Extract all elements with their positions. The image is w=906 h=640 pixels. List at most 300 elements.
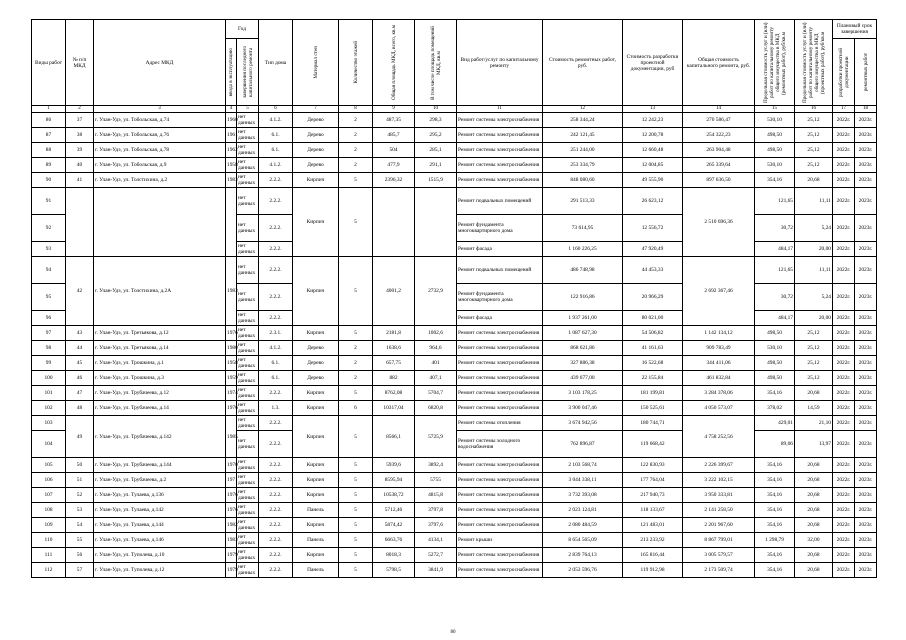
cell-vid-num: 88 [32, 143, 66, 158]
cell-year-repair: нет данных [237, 371, 259, 386]
cell-total-area: 8595,94 [373, 473, 415, 488]
cell-limit-repair: 530,10 [755, 158, 795, 173]
cell-total-area: 8018,3 [373, 548, 415, 563]
header-vidrab: Вид работ/услуг по капитальному ремонту [457, 20, 543, 106]
cell-mkd-num: 57 [66, 563, 94, 578]
cell-design-cost: 12 242,23 [623, 113, 683, 128]
cell-premises-area: 401 [415, 356, 457, 371]
cell-work-cost: 8 654 565,09 [543, 533, 623, 548]
cell-year-repair: нет данных [237, 473, 259, 488]
cell-limit-design: 25,12 [795, 341, 833, 356]
cell-limit-design: 20,68 [795, 503, 833, 518]
cell-total-cost: 3 005 579,57 [683, 548, 755, 563]
header-pred1: Предельная стоимость услуг и (или) работ по капитальному ремонту общего имущества в МКД (ремонтных работ), руб/кв.м [755, 20, 795, 106]
cell-house-type: 2.2.2. [259, 503, 293, 518]
cell-vid-num: 100 [32, 371, 66, 386]
cell-limit-design: 32,00 [795, 533, 833, 548]
cell-premises-area: 5725,9 [415, 416, 457, 458]
cell-floors: 6 [339, 401, 373, 416]
cell-work-type: Ремонт системы электроснабжения [457, 341, 543, 356]
cell-premises-area: 291,1 [415, 158, 457, 173]
cell-year-repair: нет данных [237, 356, 259, 371]
cell-limit-repair: 484,17 [755, 242, 795, 257]
cell-house-type: 2.2.2. [259, 386, 293, 401]
cell-year-built: 1976 [226, 503, 237, 518]
cell-mkd-num: 44 [66, 341, 94, 356]
cell-date-repair: 2023г. [855, 548, 877, 563]
cell-work-cost: 486 748,98 [543, 257, 623, 284]
cell-address: г. Улан-Удэ, ул. Тобольская, д.9 [94, 158, 226, 173]
cell-date-repair: 2023г. [855, 257, 877, 284]
cell-date-design: 2022г. [833, 518, 855, 533]
cell-total-cost: 3 222 102,15 [683, 473, 755, 488]
cell-work-cost: 122 916,86 [543, 284, 623, 311]
cell-mkd-num: 55 [66, 533, 94, 548]
cell-limit-repair: 354,16 [755, 386, 795, 401]
cell-address: г. Улан-Удэ, ул. Трубачеева, д.14 [94, 401, 226, 416]
cell-design-cost: 121 483,01 [623, 518, 683, 533]
cell-address: г. Улан-Удэ, ул. Тобольская, д.78 [94, 143, 226, 158]
cell-mkd-num: 47 [66, 386, 94, 401]
cell-premises-area: 407,1 [415, 371, 457, 386]
cell-work-type: Ремонт системы электроснабжения [457, 518, 543, 533]
cell-house-type: 2.2.2. [259, 488, 293, 503]
cell-date-design: 2022г. [833, 386, 855, 401]
cell-work-type: Ремонт системы электроснабжения [457, 158, 543, 173]
cell-colnum: 12 [543, 106, 623, 113]
cell-house-type: 6.1. [259, 128, 293, 143]
cell-limit-repair: 354,16 [755, 488, 795, 503]
cell-design-cost: 217 940,73 [623, 488, 683, 503]
cell-year-built [226, 188, 237, 257]
cell-wall-material: Дерево [293, 356, 339, 371]
cell-address: г. Улан-Удэ, ул. Третьякова, д.14 [94, 341, 226, 356]
table-row [32, 458, 877, 473]
cell-vid-num: 91 [32, 188, 66, 215]
cell-address: г. Улан-Удэ, ул. Трубачеева, д.2 [94, 473, 226, 488]
cell-date-design: 2022г. [833, 173, 855, 188]
cell-total-area: 4001,2 [373, 257, 415, 326]
cell-colnum: 16 [795, 106, 833, 113]
cell-limit-design: 20,68 [795, 518, 833, 533]
cell-design-cost: 119 912,98 [623, 563, 683, 578]
cell-premises-area: 298,3 [415, 113, 457, 128]
cell-limit-design: 25,12 [795, 143, 833, 158]
cell-year-built: 1970 [226, 458, 237, 473]
cell-year-built: 1959 [226, 371, 237, 386]
cell-limit-repair: 484,17 [755, 311, 795, 326]
cell-design-cost: 122 830,93 [623, 458, 683, 473]
cell-wall-material: Дерево [293, 158, 339, 173]
cell-work-type: Ремонт системы электроснабжения [457, 173, 543, 188]
cell-limit-design: 25,12 [795, 326, 833, 341]
table-row [32, 503, 877, 518]
table-header [32, 20, 877, 113]
cell-premises-area: 4134,1 [415, 533, 457, 548]
cell-wall-material: Дерево [293, 113, 339, 128]
cell-year-built: 1979 [226, 548, 237, 563]
cell-date-repair: 2023г. [855, 401, 877, 416]
cell-wall-material: Дерево [293, 341, 339, 356]
cell-mkd-num [66, 188, 94, 257]
cell-floors: 2 [339, 113, 373, 128]
cell-year-built: 1958 [226, 356, 237, 371]
header-razrab: разработки проектной документации [833, 39, 855, 106]
cell-date-repair: 2023г. [855, 113, 877, 128]
cell-work-cost: 2 839 764,13 [543, 548, 623, 563]
cell-premises-area: 3841,9 [415, 563, 457, 578]
table-row [32, 188, 877, 215]
cell-date-design: 2022г. [833, 431, 855, 458]
cell-date-design: 2022г. [833, 416, 855, 431]
cell-premises-area: 3797,8 [415, 503, 457, 518]
cell-limit-design: 5,24 [795, 284, 833, 311]
cell-year-repair: нет данных [237, 173, 259, 188]
cell-design-cost: 26 623,12 [623, 188, 683, 215]
cell-work-cost: 2 080 484,59 [543, 518, 623, 533]
cell-date-repair: 2023г. [855, 341, 877, 356]
header-pred2: Предельная стоимость услуг и (или) работ по капитальному ремонту общего имущества в МКД (проектных работ), руб/кв.м [795, 20, 833, 106]
header-obsh: Общая стоимость капитального ремонта, руб. [683, 20, 755, 106]
cell-colnum: 18 [855, 106, 877, 113]
cell-work-cost: 439 677,00 [543, 371, 623, 386]
cell-date-repair: 2023г. [855, 518, 877, 533]
cell-work-cost: 3 674 942,56 [543, 416, 623, 431]
cell-work-type: Ремонт системы электроснабжения [457, 473, 543, 488]
cell-total-area: 882 [373, 371, 415, 386]
cell-house-type: 4.1.2. [259, 158, 293, 173]
cell-limit-design: 5,24 [795, 215, 833, 242]
cell-limit-repair: 354,16 [755, 458, 795, 473]
cell-date-repair: 2023г. [855, 188, 877, 215]
cell-work-type: Ремонт системы электроснабжения [457, 113, 543, 128]
cell-house-type: 6.1. [259, 371, 293, 386]
cell-work-type: Ремонт фасада [457, 311, 543, 326]
cell-total-area: 657,75 [373, 356, 415, 371]
cell-total-area: 8566,1 [373, 416, 415, 458]
cell-year-built: 1960 [226, 113, 237, 128]
cell-colnum: 3 [94, 106, 226, 113]
cell-date-design: 2022г. [833, 563, 855, 578]
table-body [32, 113, 877, 578]
cell-mkd-num: 54 [66, 518, 94, 533]
cell-mkd-num: 37 [66, 113, 94, 128]
cell-year-repair: нет данных [237, 503, 259, 518]
cell-premises-area: 5272,7 [415, 548, 457, 563]
cell-limit-repair: 429,01 [755, 416, 795, 431]
header-mat: Материал стен [293, 20, 339, 106]
table-row [32, 533, 877, 548]
cell-address: г. Улан-Удэ, ул. Толстихина, д.2 [94, 173, 226, 188]
table-row [32, 563, 877, 578]
cell-design-cost: 177 764,04 [623, 473, 683, 488]
cell-design-cost: 47 920,49 [623, 242, 683, 257]
header-etazh: Количество этажей [339, 20, 373, 106]
table-row [32, 386, 877, 401]
cell-total-cost: 4 050 573,07 [683, 401, 755, 416]
cell-mkd-num: 53 [66, 503, 94, 518]
cell-total-cost: 2 510 696,36 [683, 188, 755, 257]
header-addr: Адрес МКД [94, 20, 226, 106]
cell-year-repair: нет данных [237, 386, 259, 401]
cell-house-type: 2.2.2. [259, 311, 293, 326]
cell-floors: 2 [339, 143, 373, 158]
cell-house-type: 2.2.2. [259, 431, 293, 458]
cell-mkd-num: 46 [66, 371, 94, 386]
cell-colnum: 7 [293, 106, 339, 113]
cell-vid-num: 99 [32, 356, 66, 371]
cell-vid-num: 95 [32, 284, 66, 311]
table-row [32, 257, 877, 284]
cell-wall-material: Кирпич [293, 518, 339, 533]
cell-limit-design: 20,00 [795, 311, 833, 326]
cell-work-cost: 1 937 261,00 [543, 311, 623, 326]
cell-work-type: Ремонт системы электроснабжения [457, 503, 543, 518]
cell-floors: 5 [339, 563, 373, 578]
cell-work-type: Ремонт системы электроснабжения [457, 386, 543, 401]
cell-date-repair: 2023г. [855, 158, 877, 173]
cell-vid-num: 109 [32, 518, 66, 533]
cell-date-repair: 2023г. [855, 431, 877, 458]
cell-year-built: 1983 [226, 173, 237, 188]
cell-work-type: Ремонт подвальных помещений [457, 257, 543, 284]
cell-premises-area: 285,1 [415, 143, 457, 158]
cell-wall-material: Кирпич [293, 488, 339, 503]
cell-date-repair: 2023г. [855, 311, 877, 326]
cell-year-repair: нет данных [237, 284, 259, 311]
cell-wall-material: Кирпич [293, 326, 339, 341]
cell-colnum: 9 [373, 106, 415, 113]
table-row [32, 158, 877, 173]
cell-vid-num: 96 [32, 311, 66, 326]
table-row [32, 128, 877, 143]
cell-date-repair: 2023г. [855, 356, 877, 371]
register-table-sheet [31, 19, 873, 578]
table-row [32, 488, 877, 503]
cell-premises-area: 6820,8 [415, 401, 457, 416]
cell-house-type: 2.2.2. [259, 548, 293, 563]
cell-date-design: 2022г. [833, 458, 855, 473]
cell-address: г. Улан-Удэ, ул. Трубачеева, д.12 [94, 386, 226, 401]
table-row [32, 341, 877, 356]
cell-vid-num: 89 [32, 158, 66, 173]
cell-mkd-num: 43 [66, 326, 94, 341]
cell-house-type: 2.2.2. [259, 458, 293, 473]
cell-date-design: 2022г. [833, 158, 855, 173]
cell-year-built: 1974 [226, 386, 237, 401]
cell-work-type: Ремонт подвальных помещений [457, 188, 543, 215]
header-proekt: Стоимость разработки проектной документации, руб [623, 20, 683, 106]
cell-work-type: Ремонт системы электроснабжения [457, 488, 543, 503]
cell-vid-num: 97 [32, 326, 66, 341]
cell-mkd-num: 56 [66, 548, 94, 563]
cell-floors: 5 [339, 473, 373, 488]
cell-date-repair: 2023г. [855, 173, 877, 188]
cell-design-cost: 12 660,48 [623, 143, 683, 158]
cell-design-cost: 80 021,00 [623, 311, 683, 326]
cell-year-repair: нет данных [237, 416, 259, 431]
header-tip: Тип дома [259, 20, 293, 106]
cell-work-cost: 868 621,86 [543, 341, 623, 356]
cell-vid-num: 105 [32, 458, 66, 473]
cell-date-repair: 2023г. [855, 371, 877, 386]
cell-design-cost: 20 966,29 [623, 284, 683, 311]
cell-house-type: 4.1.2. [259, 341, 293, 356]
cell-design-cost: 150 525,61 [623, 401, 683, 416]
cell-total-cost: 897 636,50 [683, 173, 755, 188]
cell-total-cost: 2 173 509,74 [683, 563, 755, 578]
table-row [32, 326, 877, 341]
cell-limit-design: 11,11 [795, 188, 833, 215]
cell-limit-design: 11,11 [795, 257, 833, 284]
table-row [32, 173, 877, 188]
cell-address: г. Улан-Удэ, ул. Тулаева, д.142 [94, 503, 226, 518]
cell-house-type: 2.2.2. [259, 416, 293, 431]
cell-mkd-num: 40 [66, 158, 94, 173]
table-row [32, 371, 877, 386]
cell-limit-repair: 530,10 [755, 341, 795, 356]
cell-year-built: 1980 [226, 341, 237, 356]
cell-date-repair: 2023г. [855, 386, 877, 401]
cell-work-type: Ремонт системы электроснабжения [457, 356, 543, 371]
cell-date-repair: 2023г. [855, 488, 877, 503]
cell-year-built: 1976 [226, 401, 237, 416]
cell-house-type: 6.1. [259, 143, 293, 158]
cell-limit-design: 20,68 [795, 548, 833, 563]
cell-limit-design: 20,68 [795, 563, 833, 578]
cell-year-repair: нет данных [237, 518, 259, 533]
cell-total-cost: 3 284 378,06 [683, 386, 755, 401]
cell-total-cost: 254 322,23 [683, 128, 755, 143]
cell-floors: 5 [339, 503, 373, 518]
cell-premises-area: 295,2 [415, 128, 457, 143]
cell-total-cost: 8 867 799,01 [683, 533, 755, 548]
cell-date-design: 2022г. [833, 488, 855, 503]
cell-floors: 5 [339, 188, 373, 257]
cell-total-area: 477,9 [373, 158, 415, 173]
cell-colnum: 5 [237, 106, 259, 113]
cell-limit-design: 20,68 [795, 386, 833, 401]
cell-house-type: 2.2.2. [259, 473, 293, 488]
cell-vid-num: 98 [32, 341, 66, 356]
cell-total-area: 10538,72 [373, 488, 415, 503]
cell-limit-design: 13,97 [795, 431, 833, 458]
cell-total-area: 2396,32 [373, 173, 415, 188]
cell-address: г. Улан-Удэ, ул. Тулаева, д.136 [94, 488, 226, 503]
cell-floors: 5 [339, 533, 373, 548]
cell-colnum: 10 [415, 106, 457, 113]
cell-mkd-num: 50 [66, 458, 94, 473]
cell-house-type: 2.2.2. [259, 563, 293, 578]
cell-floors: 5 [339, 518, 373, 533]
cell-date-design: 2022г. [833, 242, 855, 257]
cell-total-cost: 461 832,84 [683, 371, 755, 386]
cell-design-cost: 180 744,71 [623, 416, 683, 431]
cell-house-type: 2.2.2. [259, 215, 293, 242]
cell-mkd-num: 49 [66, 416, 94, 458]
cell-design-cost: 41 161,63 [623, 341, 683, 356]
cell-year-built: 1979 [226, 563, 237, 578]
cell-limit-repair: 354,16 [755, 473, 795, 488]
cell-work-cost: 1 087 627,30 [543, 326, 623, 341]
cell-limit-design: 25,12 [795, 128, 833, 143]
cell-vid-num: 108 [32, 503, 66, 518]
cell-premises-area: 1515,9 [415, 173, 457, 188]
cell-work-type: Ремонт системы отопления [457, 416, 543, 431]
cell-work-cost: 242 121,45 [543, 128, 623, 143]
cell-year-repair: нет данных [237, 242, 259, 257]
cell-limit-repair: 378,02 [755, 401, 795, 416]
cell-limit-repair: 89,06 [755, 431, 795, 458]
cell-work-cost: 1 160 226,25 [543, 242, 623, 257]
cell-design-cost: 165 816,44 [623, 548, 683, 563]
cell-design-cost: 22 155,84 [623, 371, 683, 386]
cell-vid-num: 112 [32, 563, 66, 578]
cell-total-cost: 344 411,06 [683, 356, 755, 371]
cell-vid-num: 107 [32, 488, 66, 503]
cell-year-repair: нет данных [237, 215, 259, 242]
cell-date-design: 2022г. [833, 341, 855, 356]
cell-year-built: 1976 [226, 326, 237, 341]
cell-date-repair: 2023г. [855, 143, 877, 158]
cell-year-repair: нет данных [237, 257, 259, 284]
cell-floors: 5 [339, 458, 373, 473]
cell-premises-area: 5704,7 [415, 386, 457, 401]
cell-floors: 5 [339, 173, 373, 188]
cell-date-design: 2022г. [833, 326, 855, 341]
cell-total-cost: 1 142 134,12 [683, 326, 755, 341]
cell-house-type: 2.2.2. [259, 257, 293, 284]
cell-premises-area: 3797,6 [415, 518, 457, 533]
cell-house-type: 2.2.2. [259, 518, 293, 533]
cell-colnum: 17 [833, 106, 855, 113]
cell-date-design: 2022г. [833, 371, 855, 386]
cell-premises-area: 964,6 [415, 341, 457, 356]
cell-colnum: 15 [755, 106, 795, 113]
table-row [32, 113, 877, 128]
cell-date-design: 2022г. [833, 188, 855, 215]
cell-total-area: 487,35 [373, 113, 415, 128]
cell-address [94, 188, 226, 257]
cell-date-design: 2022г. [833, 284, 855, 311]
header-vid: Виды работ [32, 20, 66, 106]
cell-limit-repair: 30,72 [755, 284, 795, 311]
cell-total-area: 8762,08 [373, 386, 415, 401]
cell-date-design: 2022г. [833, 473, 855, 488]
cell-total-area: 5798,5 [373, 563, 415, 578]
cell-work-cost: 258 344,24 [543, 113, 623, 128]
cell-date-repair: 2023г. [855, 458, 877, 473]
cell-date-repair: 2023г. [855, 503, 877, 518]
cell-wall-material: Кирпич [293, 188, 339, 257]
cell-colnum: 4 [226, 106, 237, 113]
cell-vid-num: 103 [32, 416, 66, 431]
table-row [32, 518, 877, 533]
cell-address: г. Улан-Удэ, ул. Третьякова, д.12 [94, 326, 226, 341]
cell-limit-design: 25,12 [795, 158, 833, 173]
cell-work-type: Ремонт системы электроснабжения [457, 458, 543, 473]
cell-vid-num: 87 [32, 128, 66, 143]
cell-house-type: 2.3.1. [259, 326, 293, 341]
cell-premises-area: 5755 [415, 473, 457, 488]
cell-house-type: 2.2.2. [259, 242, 293, 257]
cell-limit-repair: 498,50 [755, 143, 795, 158]
cell-work-type: Ремонт фундамента многоквартирного дома [457, 284, 543, 311]
cell-design-cost: 44 453,33 [623, 257, 683, 284]
cell-work-cost: 3 900 047,46 [543, 401, 623, 416]
cell-limit-repair: 498,50 [755, 326, 795, 341]
cell-limit-repair: 121,65 [755, 188, 795, 215]
